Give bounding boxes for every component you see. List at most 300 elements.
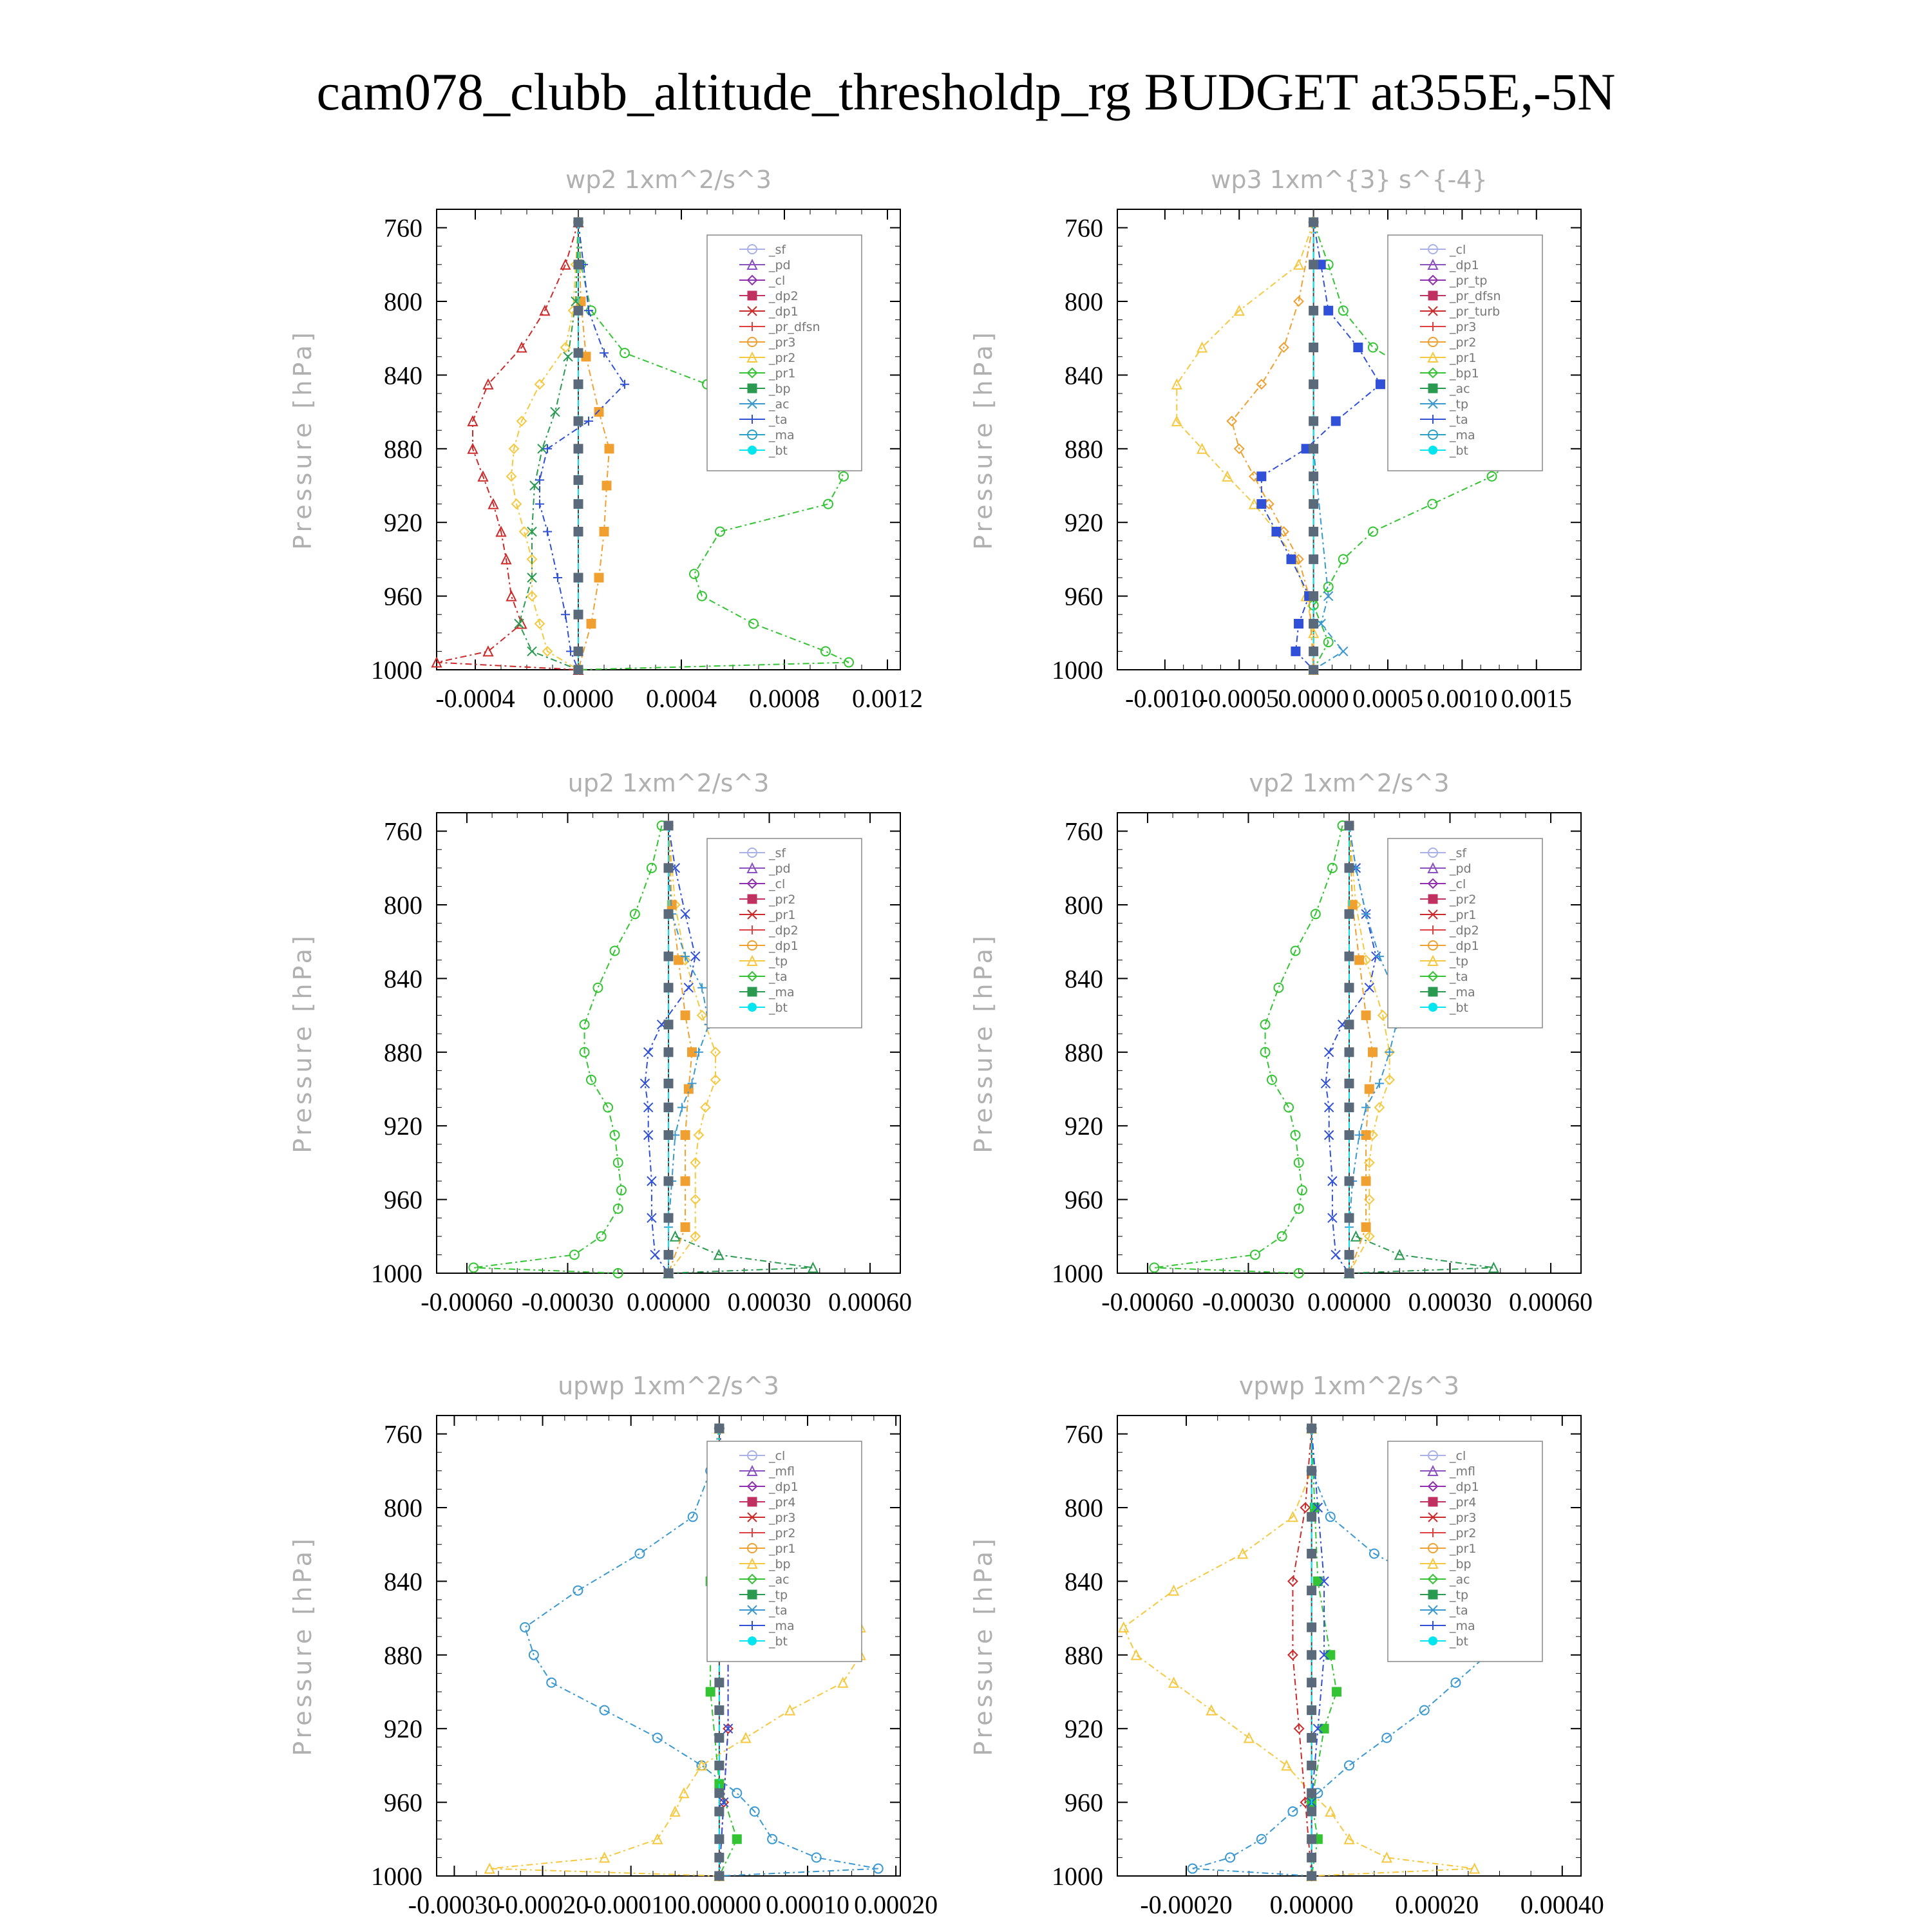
legend-label: _ta [1450,1604,1468,1618]
data-point [1331,417,1340,426]
legend-label: _mfl [1450,1464,1475,1479]
x-tick-label: 0.00060 [828,1287,913,1316]
data-point [1278,1232,1287,1241]
y-axis-label: Pressure [hPa] [289,1535,317,1756]
data-point [1345,1269,1354,1278]
legend-label: _ac [769,397,790,412]
data-point [1132,1651,1141,1660]
data-point [664,821,673,830]
data-point [1307,1623,1316,1632]
x-tick-label: 0.00030 [727,1287,811,1316]
data-point [527,647,536,656]
legend-marker [748,384,757,393]
data-point [1294,620,1303,629]
data-point [1345,909,1354,918]
legend-label: _cl [769,877,786,891]
legend-label: _pr2 [769,351,796,365]
legend-marker [1428,384,1437,393]
legend-marker [1428,895,1437,904]
data-point [1345,1079,1354,1088]
data-point [1291,647,1300,656]
data-point [650,1250,659,1259]
legend-label: _cl [769,274,786,288]
data-point [715,1678,724,1687]
data-point [553,573,562,582]
series-line [1177,222,1313,670]
y-tick-label: 960 [384,582,422,611]
series-pr1 [1172,218,1318,674]
data-point [1361,1177,1370,1186]
x-tick-label: 0.0000 [1278,684,1349,713]
y-tick-label: 880 [1065,1037,1103,1067]
data-point [1309,527,1318,536]
data-point [584,306,593,315]
data-point [1307,1853,1316,1862]
data-point [1375,1079,1384,1088]
legend-label: _tp [1450,397,1469,412]
x-tick-label: -0.00010 [585,1890,677,1919]
data-point [535,380,544,389]
data-point [732,1835,741,1844]
data-point [1324,582,1333,591]
data-point [715,1788,724,1797]
legend-label: _pr1 [769,1542,796,1556]
legend [1388,1441,1542,1662]
x-tick-label: 0.0004 [646,684,717,713]
x-tick-label: 0.0010 [1426,684,1498,713]
x-tick-label: 0.0008 [749,684,820,713]
legend-label: _ta [769,1604,788,1618]
legend-marker [1428,1003,1437,1012]
data-point [1309,343,1318,352]
data-point [1355,956,1364,965]
legend-label: _tp [1450,1588,1469,1602]
data-point [684,983,693,992]
data-point [706,1687,715,1696]
data-point [681,1131,690,1140]
data-point [1307,1807,1316,1816]
legend-label: _cl [1450,243,1466,257]
x-tick-label: -0.00060 [421,1287,513,1316]
legend-label: _pr2 [1450,893,1477,907]
y-tick-label: 1000 [371,1862,422,1891]
legend-label: _pr1 [1450,1542,1477,1556]
data-point [1309,554,1318,564]
data-point [677,1103,687,1112]
legend-label: _bp [1450,1557,1472,1571]
y-tick-label: 1000 [1052,1259,1103,1288]
y-axis-label: Pressure [hPa] [289,329,317,550]
legend-label: _dp1 [769,1480,799,1494]
data-point [1368,1048,1378,1057]
data-point [594,408,603,417]
data-point [1309,218,1318,227]
legend-label: _pr1 [769,908,796,922]
y-tick-label: 760 [1065,817,1103,846]
panels-container [289,166,1604,1919]
data-point [681,1177,690,1186]
x-tick-label: -0.0005 [1199,684,1279,713]
y-tick-label: 960 [1065,1788,1103,1817]
data-point [664,1103,673,1112]
legend-label: _bp1 [1450,366,1479,381]
data-point [600,527,609,536]
data-point [543,444,552,453]
legend [707,1441,862,1662]
legend-label: _ac [769,1573,790,1587]
data-point [1326,1807,1335,1816]
legend-label: _pr1 [769,366,796,381]
x-tick-label: 0.00030 [1408,1287,1492,1316]
y-tick-label: 880 [384,1037,422,1067]
y-tick-label: 760 [1065,213,1103,243]
legend-label: _dp1 [769,305,799,319]
legend-label: _mfl [769,1464,795,1479]
data-point [1385,1048,1394,1057]
data-point [732,1788,741,1797]
legend-label: _tp [1450,954,1469,969]
data-point [1345,1250,1354,1259]
legend-label: _ta [769,413,788,427]
legend-label: _bt [769,444,788,458]
data-point [1345,952,1354,961]
y-tick-label: 760 [384,213,422,243]
data-point [1307,1871,1316,1880]
data-point [1307,1835,1316,1844]
y-tick-label: 800 [1065,1493,1103,1522]
legend-label: _bt [1450,444,1469,458]
data-point [1307,1466,1316,1475]
data-point [1309,472,1318,481]
legend-label: _ta [1450,413,1468,427]
data-point [786,1706,795,1715]
data-point [664,1079,673,1088]
chart-panel-1 [289,166,923,713]
y-tick-label: 800 [1065,287,1103,316]
data-point [664,952,673,961]
legend-label: _ma [769,1619,795,1633]
data-point [1332,1687,1341,1696]
data-point [1309,444,1318,453]
legend-label: _bt [1450,1001,1469,1015]
data-point [681,1011,690,1020]
y-tick-label: 800 [384,1493,422,1522]
legend-marker [748,1003,757,1012]
legend-marker [1428,291,1437,300]
data-point [1309,306,1318,315]
series-line [1154,826,1342,1273]
series-line [1262,222,1381,670]
legend-label: _cl [769,1449,786,1463]
y-tick-label: 960 [384,1185,422,1215]
data-point [824,500,833,509]
x-tick-label: -0.00030 [408,1890,501,1919]
y-tick-label: 920 [384,508,422,538]
x-tick-label: 0.00020 [1395,1890,1479,1919]
legend-label: _sf [769,846,786,860]
legend-label: _bt [769,1634,788,1649]
data-point [515,620,524,629]
y-axis-label: Pressure [hPa] [969,329,998,550]
data-point [715,1853,724,1862]
series-line [1349,1236,1493,1273]
data-point [1282,1761,1291,1770]
data-point [1307,1678,1316,1687]
data-point [520,527,529,536]
legend-label: _ta [769,970,788,984]
y-tick-label: 800 [384,287,422,316]
data-point [602,481,611,490]
data-point [715,527,724,536]
data-point [1345,1177,1354,1186]
chart-panel-2 [969,166,1581,713]
x-tick-label: 0.00000 [1307,1287,1391,1316]
y-tick-label: 880 [384,434,422,464]
legend-label: _ac [1450,382,1470,396]
chart-panel-3 [289,769,912,1316]
legend-label: _ma [769,428,795,442]
panel-title: upwp 1xm^2/s^3 [558,1372,779,1400]
data-point [715,1807,724,1816]
data-point [594,573,603,582]
legend-label: _pr4 [1450,1495,1477,1510]
x-tick-label: -0.00060 [1101,1287,1194,1316]
legend-label: _pr3 [769,1511,796,1525]
chart-panel-4 [969,769,1593,1316]
legend-label: _pr1 [1450,908,1477,922]
data-point [1345,1761,1354,1770]
x-tick-label: 0.00040 [1520,1890,1604,1919]
data-point [1257,500,1266,509]
y-tick-label: 840 [1065,1567,1103,1596]
legend-label: _dp1 [1450,258,1479,272]
data-point [1345,1213,1354,1222]
series-line [437,222,578,670]
data-point [574,527,583,536]
legend-marker [1428,1636,1437,1645]
legend [1388,235,1542,471]
data-point [1309,500,1318,509]
data-point [1307,1761,1316,1770]
data-point [664,909,673,918]
data-point [1307,1586,1316,1595]
data-point [715,1761,724,1770]
data-point [690,569,699,578]
data-point [1324,306,1333,315]
data-point [1375,1103,1384,1112]
legend-marker [1428,987,1437,996]
x-tick-label: -0.00030 [1202,1287,1295,1316]
data-point [1376,380,1385,389]
data-point [664,983,673,992]
y-tick-label: 760 [1065,1419,1103,1449]
data-point [620,380,629,389]
x-tick-label: 0.00060 [1509,1287,1593,1316]
x-tick-label: -0.0010 [1125,684,1205,713]
legend-label: _ma [1450,1619,1475,1633]
data-point [574,218,583,227]
data-point [520,1623,529,1632]
data-point [1274,983,1283,992]
x-tick-label: 0.0000 [543,684,614,713]
legend-label: _pr_dfsn [769,320,820,334]
legend-marker [748,1636,757,1645]
data-point [1309,592,1318,601]
x-tick-label: 0.00000 [677,1890,761,1919]
data-point [1287,554,1296,564]
data-point [635,1549,644,1558]
x-tick-label: 0.00020 [854,1890,938,1919]
data-point [574,348,583,357]
legend-label: _bt [1450,1634,1469,1649]
data-point [664,1020,673,1029]
chart-panel-6 [969,1372,1604,1919]
data-point [574,475,583,484]
data-point [587,620,596,629]
legend-label: _ac [1450,1573,1470,1587]
data-point [1307,1651,1316,1660]
legend-label: _pd [1450,862,1472,876]
data-point [574,665,583,674]
data-point [691,952,700,961]
legend-marker [748,446,757,455]
y-tick-label: 760 [384,1419,422,1449]
series-ta [1257,218,1385,674]
data-point [697,983,706,992]
x-tick-label: -0.00020 [496,1890,589,1919]
data-point [1328,864,1337,873]
legend-label: _pr2 [1450,336,1477,350]
y-tick-label: 960 [384,1788,422,1817]
legend-label: _pr2 [1450,1526,1477,1540]
y-axis-label: Pressure [hPa] [289,933,317,1153]
data-point [605,444,614,453]
data-point [561,610,570,619]
legend-marker [748,895,757,904]
y-tick-label: 1000 [371,1259,422,1288]
y-tick-label: 800 [384,891,422,920]
y-tick-label: 1000 [1052,1862,1103,1891]
legend-label: _dp2 [769,923,799,938]
panel-title: vpwp 1xm^2/s^3 [1238,1372,1460,1400]
legend-label: _ma [1450,428,1475,442]
legend-label: _tp [769,954,788,969]
legend-marker [1428,1497,1437,1506]
y-tick-label: 760 [384,817,422,846]
data-point [574,500,583,509]
legend-marker [748,291,757,300]
y-axis-label: Pressure [hPa] [969,933,998,1153]
y-tick-label: 920 [384,1112,422,1141]
legend-label: _sf [769,243,786,257]
data-point [664,1250,673,1259]
chart-panel-5 [289,1372,938,1919]
data-point [1354,343,1363,352]
legend-label: _pr3 [769,336,796,350]
y-tick-label: 840 [1065,361,1103,390]
data-point [547,1678,556,1687]
data-point [664,1269,673,1278]
y-tick-label: 880 [384,1640,422,1670]
data-point [574,573,583,582]
data-point [1361,1011,1370,1020]
y-tick-label: 800 [1065,891,1103,920]
legend [707,838,862,1028]
data-point [1345,1103,1354,1112]
data-point [1257,472,1266,481]
data-point [1309,665,1318,674]
data-point [647,864,656,873]
x-tick-label: -0.00030 [521,1287,614,1316]
data-point [1307,1512,1316,1521]
data-point [644,1048,653,1057]
y-tick-label: 840 [384,361,422,390]
data-point [574,610,583,619]
legend-marker [748,987,757,996]
data-point [1361,1103,1370,1112]
y-tick-label: 840 [1065,964,1103,994]
legend-label: _bt [769,1001,788,1015]
data-point [1307,1706,1316,1715]
legend-marker [1428,1590,1437,1599]
legend-label: _pr1 [1450,351,1477,365]
data-point [1119,1623,1128,1632]
data-point [1368,343,1378,352]
data-point [1307,1424,1316,1433]
data-point [551,408,560,417]
data-point [574,647,583,656]
data-point [1307,1788,1316,1797]
figure-title: cam078_clubb_altitude_thresholdp_rg BUDGET at355E,-5N [316,62,1616,121]
data-point [1309,380,1318,389]
data-point [574,417,583,426]
x-tick-label: -0.00020 [1140,1890,1233,1919]
data-point [1257,380,1266,389]
data-point [1375,952,1384,961]
y-tick-label: 920 [384,1714,422,1744]
legend-label: _ma [769,985,795,999]
y-tick-label: 920 [1065,1714,1103,1744]
legend-label: _dp2 [1450,923,1479,938]
data-point [1345,864,1354,873]
data-point [1365,983,1374,992]
legend-label: _pr_dfsn [1450,289,1501,303]
y-tick-label: 960 [1065,582,1103,611]
data-point [681,1223,690,1232]
data-point [574,260,583,269]
y-tick-label: 1000 [1052,656,1103,685]
legend-label: _bp [769,1557,791,1571]
data-point [1345,983,1354,992]
data-point [821,647,830,656]
legend-label: _tp [769,1588,788,1602]
data-point [715,1835,724,1844]
data-point [574,306,583,315]
data-point [593,983,602,992]
data-point [681,909,690,918]
legend-label: _bp [769,382,791,396]
data-point [543,527,552,536]
data-point [1325,1048,1334,1057]
y-tick-label: 840 [384,964,422,994]
data-point [1345,821,1354,830]
x-tick-label: -0.0004 [435,684,515,713]
data-point [1339,647,1348,656]
data-point [1345,1131,1354,1140]
legend-label: _pr3 [1450,320,1477,334]
data-point [715,1424,724,1433]
x-tick-label: 0.00010 [766,1890,849,1919]
